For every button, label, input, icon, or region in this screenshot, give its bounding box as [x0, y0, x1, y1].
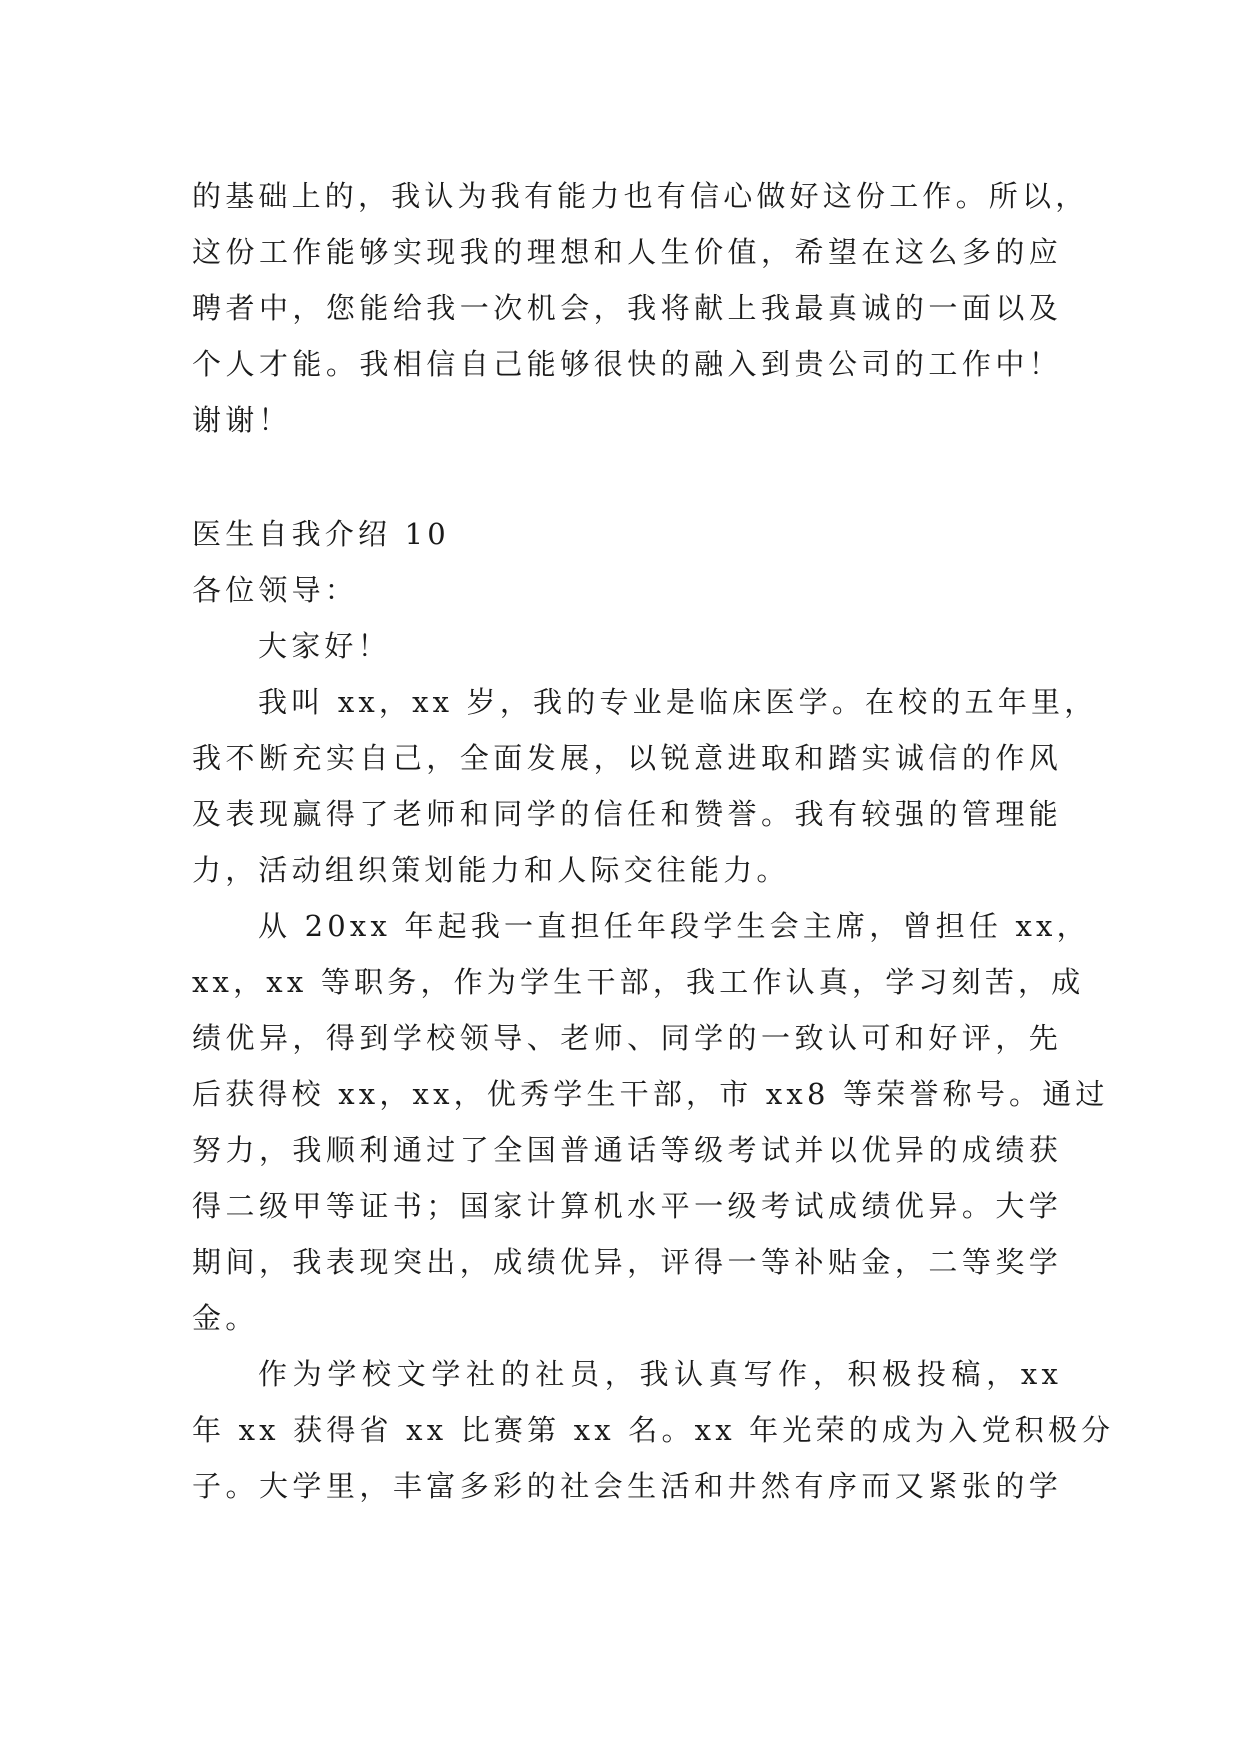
text-line: 努力，我顺利通过了全国普通话等级考试并以优异的成绩获 — [192, 1133, 1062, 1167]
section-title: 医生自我介绍 10 — [192, 517, 450, 551]
text-line: 及表现赢得了老师和同学的信任和赞誉。我有较强的管理能 — [192, 797, 1062, 831]
section-body — [192, 506, 1115, 1514]
text-line: 从 20xx 年起我一直担任年段学生会主席，曾担任 xx， — [258, 909, 1090, 943]
salutation: 各位领导： — [192, 573, 359, 607]
text-line: 绩优异，得到学校领导、老师、同学的一致认可和好评，先 — [192, 1021, 1062, 1055]
text-line: 子。大学里，丰富多彩的社会生活和井然有序而又紧张的学 — [192, 1469, 1062, 1503]
text-line: 我叫 xx，xx 岁，我的专业是临床医学。在校的五年里， — [258, 685, 1098, 719]
text-line: 力，活动组织策划能力和人际交往能力。 — [192, 853, 790, 887]
text-line: 聘者中，您能给我一次机会，我将献上我最真诚的一面以及 — [192, 291, 1062, 325]
text-line: xx，xx 等职务，作为学生干部，我工作认真，学习刻苦，成 — [192, 965, 1085, 999]
text-line: 年 xx 获得省 xx 比赛第 xx 名。xx 年光荣的成为入党积极分 — [192, 1413, 1115, 1447]
text-line: 得二级甲等证书；国家计算机水平一级考试成绩优异。大学 — [192, 1189, 1062, 1223]
text-line: 后获得校 xx，xx，优秀学生干部，市 xx8 等荣誉称号。通过 — [192, 1077, 1109, 1111]
text-line: 谢谢！ — [192, 403, 292, 437]
text-line: 个人才能。我相信自己能够很快的融入到贵公司的工作中！ — [192, 347, 1062, 381]
paragraph-literature-club — [192, 1346, 1115, 1514]
continuation-paragraph — [192, 168, 1089, 448]
text-line: 期间，我表现突出，成绩优异，评得一等补贴金，二等奖学 — [192, 1245, 1062, 1279]
text-line: 作为学校文学社的社员，我认真写作，积极投稿，xx — [258, 1357, 1062, 1391]
text-line: 的基础上的，我认为我有能力也有信心做好这份工作。所以， — [192, 179, 1089, 213]
text-line: 我不断充实自己，全面发展，以锐意进取和踏实诚信的作风 — [192, 741, 1062, 775]
text-line: 这份工作能够实现我的理想和人生价值，希望在这么多的应 — [192, 235, 1062, 269]
greeting: 大家好！ — [258, 629, 391, 663]
paragraph-student-leader — [192, 898, 1109, 1346]
paragraph-intro — [192, 674, 1098, 898]
text-line: 金。 — [192, 1301, 259, 1335]
